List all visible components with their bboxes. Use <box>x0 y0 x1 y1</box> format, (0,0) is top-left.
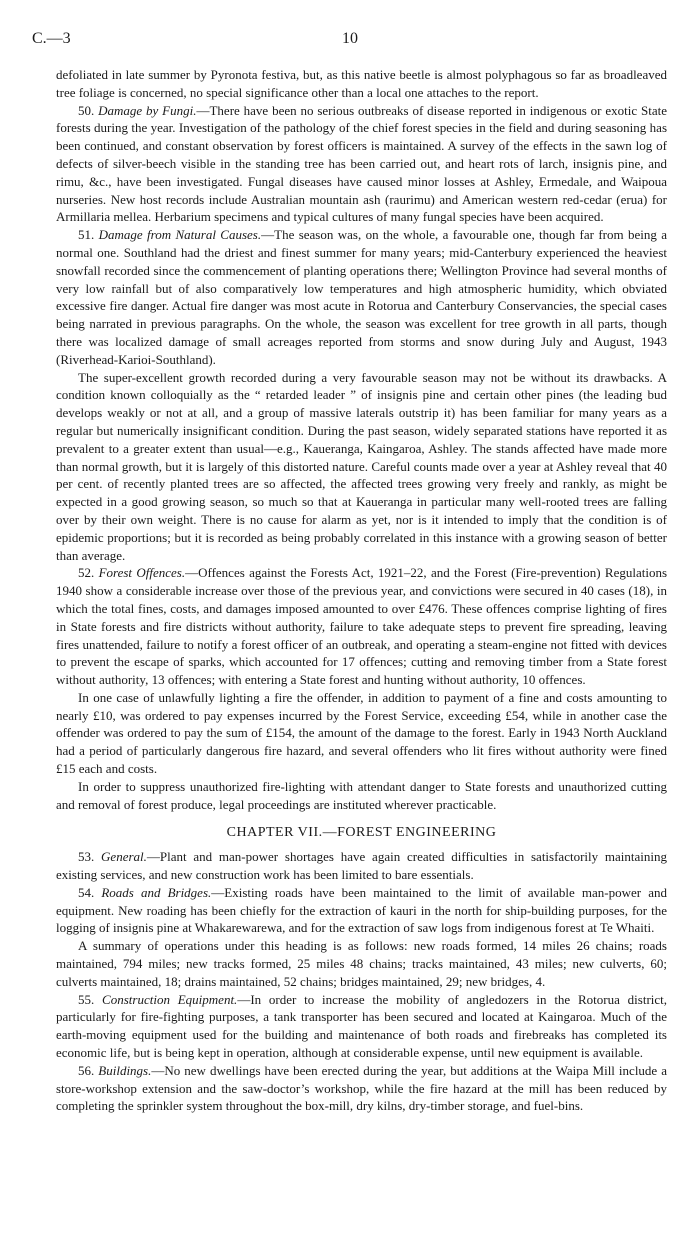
paragraph-52-fines: In one case of unlawfully lighting a fire the offender, in addition to payment of a fine and costs amounting to nearly £10, was ordered to pay expenses incurred by the Forest Service, exceeding £54, while in another case the offender was ordered to pay the sum of £154, the amount of the damage to the forest. Early in 1943 North Auckland had a period of particularly dangerous fire hazard, and several offenders who lit fires without authority were fined £15 each and costs. <box>56 689 667 777</box>
paragraph-55: 55. Construction Equipment.—In order to increase the mobility of angledozers in the Rotorua district, particularly for fire-fighting purposes, a tank transporter has been secured and located at Kaingaroa. Much of the earth-moving equipment used for the building and maintenance of both roads and firebreaks has completed its economic life, but is being kept in operation, although at considerable expense, until new equipment is available. <box>56 991 668 1061</box>
paragraph-heading: Buildings. <box>98 1062 152 1078</box>
paragraph-heading: Roads and Bridges. <box>101 884 212 900</box>
chapter-title: CHAPTER VII.—FOREST ENGINEERING <box>226 825 497 841</box>
paragraph-continuation: defoliated in late summer by Pyronota festiva, but, as this native beetle is almost polyphagous so far as broadleaved tree foliage is concerned, no special significance other than a local one attaches to the report. <box>56 67 667 100</box>
paragraph-52-proceedings: In order to suppress unauthorized fire-lighting with attendant danger to State forests and unauthorized cutting and removal of forest produce, legal proceedings are instituted wherever practicable. <box>56 778 667 812</box>
paragraph-51-continued: The super-excellent growth recorded during a very favourable season may not be without its drawbacks. A condition known colloquially as the “ retarded leader ” of insignis pine and certain other pines (the leading bud develops weakly or not at all, and a group of massive laterals outstrip it) has been familiar for many years as a regular but numerically insignificant condition. During the past season, widely separated stations have reported it as prevalent to a greater extent than usual—e.g., Kaueranga, Kaingaroa, Ashley. The stands affected have made more than normal growth, but it is largely of this distorted nature. Careful counts made over a year at Ashley reveal that 40 per cent. of recently planted trees are so affected, the affected trees growing very freely and rankly, as might be expected in a good growing season, so much so that at Kaueranga in particular many well-rooted trees are falling over by their own weight. There is no cause for alarm as yet, nor is it intended to imply that the condition is of epidemic proportions; but it is recorded as being probably correlated in this instance with a growing season of better than average. <box>56 369 667 563</box>
paragraph-heading: Forest Offences. <box>98 565 186 581</box>
paragraph-54: 54. Roads and Bridges.—Existing roads have been maintained to the limit of available man-power and equipment. New roading has been chiefly for the extraction of kauri in the north for ship-building purposes, for the logging of insignis pine at Whakarewarewa, and for the extraction of saw logs from indigenous forest at Te Whaiti. <box>56 884 667 936</box>
paragraph-heading: General. <box>101 849 147 865</box>
page-header <box>28 30 672 52</box>
paragraph-52: 52. Forest Offences.—Offences against the Forests Act, 1921–22, and the Forest (Fire-prevention) Regulations 1940 show a considerable increase over those of the previous year, and convictions were secured in 40 cases (18), in which the total fines, costs, and damages imposed amounted to over £476. These offences comprise lighting of fires in State forests and fire districts without authority, failure to take adequate steps to prevent fire spreading, leaving fires unattended, failure to notify a forest officer of an outbreak, and operating a steam-engine not fitted with devices to prevent the escape of sparks, which accounted for 17 offences; cutting and removing timber from a State forest without authority, 13 offences; with entering a State forest and hunting without authority, 10 offences. <box>56 565 668 688</box>
paragraph-54-summary: A summary of operations under this heading is as follows: new roads formed, 14 miles 26 chains; roads maintained, 794 miles; new tracks formed, 25 miles 48 chains; tracks maintained, 43 miles; new culverts, 60; culverts maintained, 18; drains maintained, 52 chains; bridges maintained, 29; new bridges, 4. <box>56 938 667 989</box>
body-text <box>56 66 667 1115</box>
paragraph-heading: Damage by Fungi. <box>98 102 197 118</box>
page-number: 10 <box>342 30 358 47</box>
paragraph-heading: Construction Equipment. <box>102 991 238 1007</box>
paragraph-50: 50. Damage by Fungi.—There have been no serious outbreaks of disease reported in indigenous or exotic State forests during the year. Investigation of the pathology of the chief forest species in the field and during seasoning has been continued, and constant observation by forest officers is maintained. A survey of the effects in the sawn log of defects of silver-beech visible in the standing tree has been carried out, and heart rots of larch, insignis pine, and rimu, &c., have been investigated. Fungal diseases have caused minor losses at Ashley, Ermedale, and Waipoua nurseries. New host records include Australian mountain ash (raurimu) and American western red-cedar (erua) for Armillaria mellea. Herbarium specimens and typical cultures of many fungal species have been acquired. <box>56 102 667 225</box>
paragraph-heading: Damage from Natural Causes. <box>98 227 262 243</box>
paragraph-56: 56. Buildings.—No new dwellings have been erected during the year, but additions at the Waipa Mill include a store-workshop extension and the saw-doctor’s workshop, while the fire hazard at the mill has been reduced by completing the sprinkler system throughout the box-mill, dry kilns, dry-timber storage, and fuel-bins. <box>56 1062 667 1114</box>
paragraph-51: 51. Damage from Natural Causes.—The season was, on the whole, a favourable one, though far from being a normal one. Southland had the driest and finest summer for many years; mid-Canterbury experienced the heaviest snowfall recorded since the commencement of planting operations there; Wellington Province had several months of very low rainfall but of also comparatively low temperatures and high atmospheric humidity, which obviated excessive fire danger. Actual fire danger was most acute in Rotorua and Canterbury Conservancies, the special cases being narrated in previous paragraphs. On the whole, the season was excellent for tree growth in all parts, though there was localized damage of small acreages reported from storms and snow during July and August, 1943 (Riverhead-Karioi-Southland). <box>56 227 667 367</box>
paragraph-53: 53. General.—Plant and man-power shortages have again created difficulties in satisfactorily maintaining existing services, and new construction work has been limited to bare essentials. <box>56 849 668 883</box>
report-reference: C.—3 <box>32 30 71 47</box>
